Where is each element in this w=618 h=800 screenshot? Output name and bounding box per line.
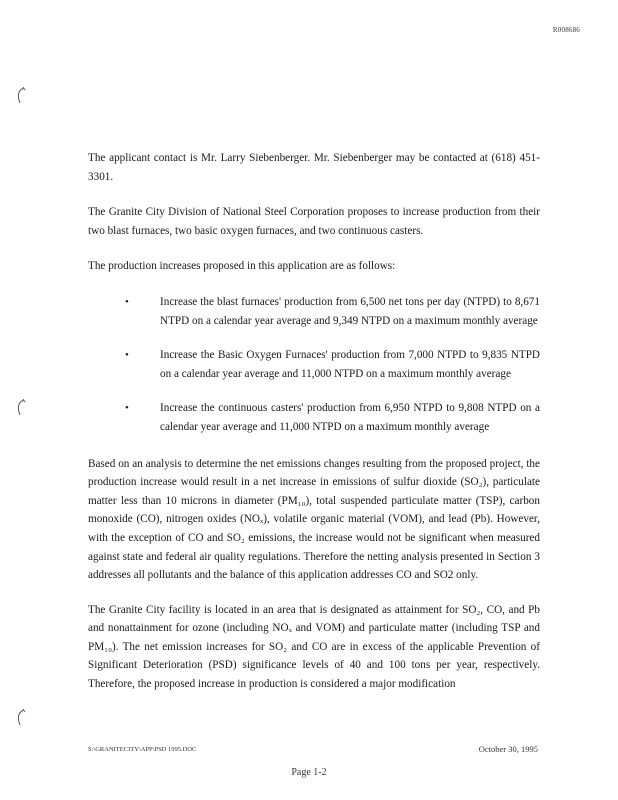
list-item-text: Increase the continuous casters' production from 6,950 NTPD to 9,808 NTPD on a calendar year average and 11,000 NTPD on a maximum monthly average bbox=[160, 402, 540, 433]
document-id: R008686 bbox=[552, 26, 580, 34]
binder-hole-mark bbox=[14, 708, 28, 728]
binder-hole-mark bbox=[14, 398, 28, 418]
footer-file-path: S:\GRANITECITY\APP\PSD 1995.DOC bbox=[88, 746, 197, 753]
binder-hole-mark bbox=[14, 86, 28, 106]
list-item-text: Increase the blast furnaces' production from 6,500 net tons per day (NTPD) to 8,671 NTPD on a calendar year average and 9,349 NTPD on a maximum monthly average bbox=[160, 295, 540, 327]
list-item bbox=[88, 346, 540, 383]
body-text bbox=[88, 149, 540, 694]
footer-date: October 30, 1995 bbox=[478, 744, 538, 754]
list-item bbox=[88, 293, 540, 330]
bullet-marker: • bbox=[125, 295, 129, 308]
production-increase-list bbox=[88, 293, 540, 437]
proposal-paragraph: The Granite City Division of National Steel Corporation proposes to increase production from their two blast furnaces, two basic oxygen furnaces, and two continuous casters. bbox=[88, 206, 540, 237]
production-intro-paragraph: The production increases proposed in this application are as follows: bbox=[88, 260, 396, 273]
bullet-marker: • bbox=[125, 402, 129, 415]
attainment-paragraph: The Granite City facility is located in an area that is designated as attainment for SO₂, CO, and Pb and nonattainment for ozone (including NOₓ and VOM) and particulate matter (including TSP and PM₁₀). The net emission increases for SO₂ and CO are in excess of the applicable Prevention of Significant Deterioration (PSD) significance levels of 40 and 100 tons per year, respectively. Therefore, the proposed increase in production is considered a major modification bbox=[88, 603, 540, 691]
list-item bbox=[88, 399, 540, 436]
emissions-analysis-paragraph: Based on an analysis to determine the net emissions changes resulting from the proposed project, the production increase would result in a net increase in emissions of sulfur dioxide (SO₂), particulate matter less than 10 microns in diameter (PM₁₀), total suspended particulate matter (TSP), carbon monoxide (CO), nitrogen oxides (NOₓ), volatile organic material (VOM), and lead (Pb). However, with the exception of CO and SO₂ emissions, the increase would not be significant when measured against state and federal air quality regulations. Therefore the netting analysis presented in Section 3 addresses all pollutants and the balance of this application addresses CO and SO2 only. bbox=[88, 457, 540, 582]
page-number: Page 1-2 bbox=[291, 767, 327, 778]
bullet-marker: • bbox=[125, 349, 129, 362]
contact-paragraph: The applicant contact is Mr. Larry Siebenberger. Mr. Siebenberger may be contacted at (618) 451-3301. bbox=[88, 152, 540, 183]
list-item-text: Increase the Basic Oxygen Furnaces' production from 7,000 NTPD to 9,835 NTPD on a calendar year average and 11,000 NTPD on a maximum monthly average bbox=[160, 349, 540, 380]
